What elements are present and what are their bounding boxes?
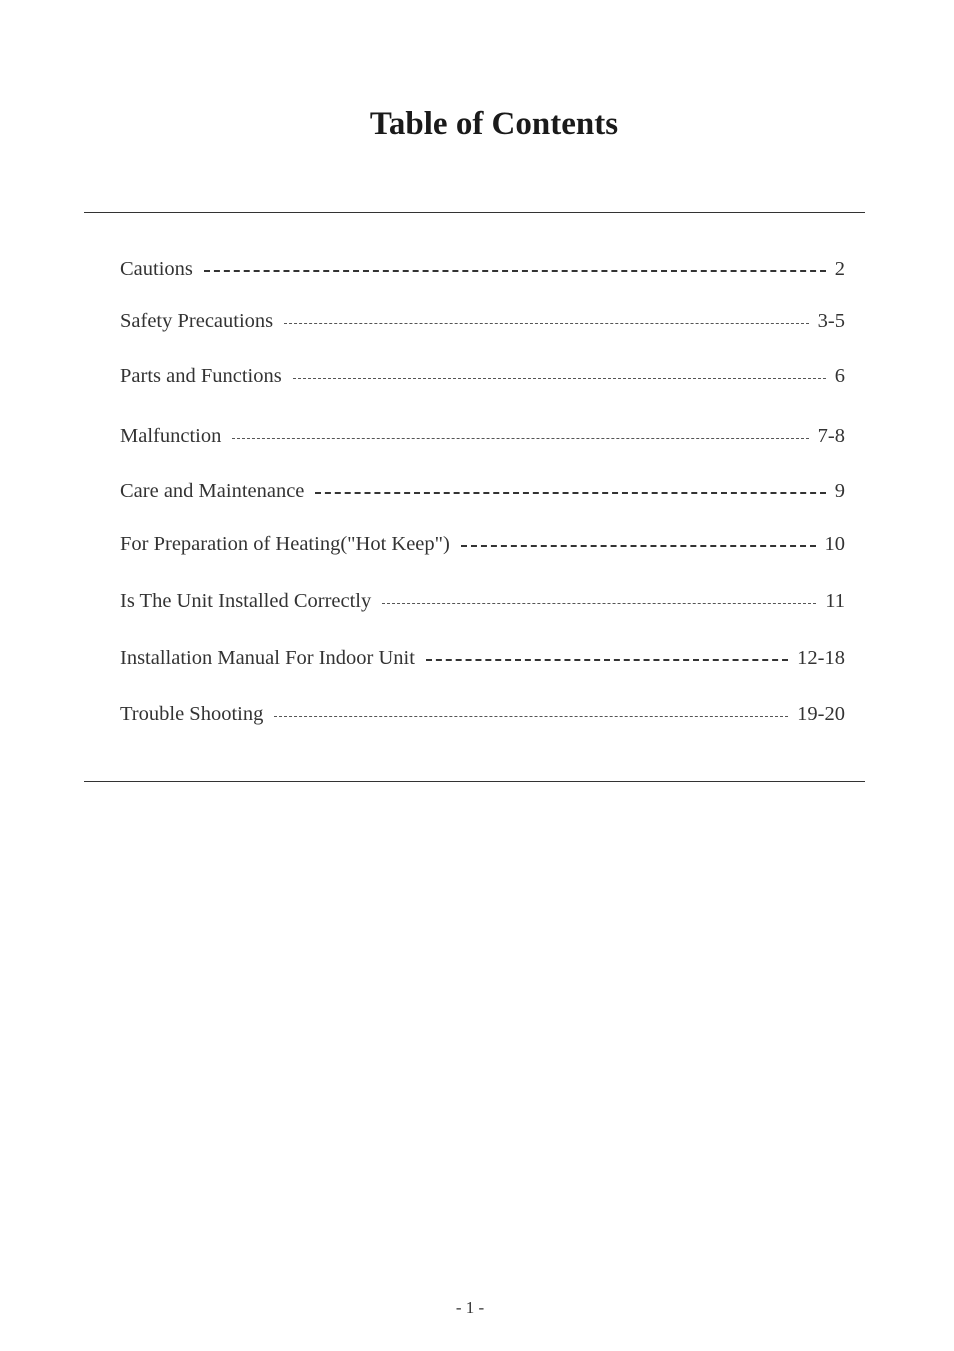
- bottom-divider: [84, 781, 865, 782]
- dot-leader: [232, 438, 808, 439]
- toc-entry-label: For Preparation of Heating("Hot Keep"): [120, 533, 450, 555]
- toc-entry-label: Malfunction: [120, 425, 222, 447]
- toc-entry-page: 10: [824, 533, 845, 555]
- toc-entry-installation-manual[interactable]: [120, 645, 845, 671]
- toc-list: [120, 0, 845, 760]
- page-number: - 1 -: [455, 1298, 485, 1317]
- toc-entry-label: Trouble Shooting: [120, 703, 264, 725]
- toc-entry-page: 11: [825, 590, 845, 612]
- toc-entry-label: Parts and Functions: [120, 365, 282, 387]
- dot-leader: [274, 716, 788, 717]
- dot-leader: [426, 659, 788, 661]
- toc-entry-label: Care and Maintenance: [120, 480, 305, 502]
- toc-entry-malfunction[interactable]: [120, 423, 845, 449]
- dot-leader: [461, 545, 816, 547]
- toc-entry-label: Is The Unit Installed Correctly: [120, 590, 372, 612]
- toc-entry-parts-and-functions[interactable]: [120, 363, 845, 389]
- dot-leader: [284, 323, 809, 324]
- toc-entry-page: 6: [834, 365, 845, 387]
- toc-entry-page: 9: [834, 480, 845, 502]
- toc-entry-safety-precautions[interactable]: [120, 308, 845, 334]
- dot-leader: [293, 378, 826, 379]
- toc-entry-page: 7-8: [817, 425, 845, 447]
- page-title: Table of Contents: [369, 106, 619, 142]
- toc-entry-trouble-shooting[interactable]: [120, 701, 845, 727]
- toc-entry-page: 12-18: [797, 647, 845, 669]
- toc-entry-label: Safety Precautions: [120, 310, 274, 332]
- dot-leader: [315, 492, 825, 494]
- toc-entry-label: Cautions: [120, 258, 193, 280]
- dot-leader: [382, 603, 816, 604]
- dot-leader: [204, 270, 826, 272]
- toc-entry-page: 3-5: [817, 310, 845, 332]
- toc-entry-cautions[interactable]: [120, 256, 845, 282]
- toc-entry-page: 2: [834, 258, 845, 280]
- toc-entry-preparation-of-heating[interactable]: [120, 531, 845, 557]
- toc-entry-page: 19-20: [797, 703, 845, 725]
- toc-entry-unit-installed-correctly[interactable]: [120, 588, 845, 614]
- toc-entry-care-and-maintenance[interactable]: [120, 478, 845, 504]
- toc-entry-label: Installation Manual For Indoor Unit: [120, 647, 415, 669]
